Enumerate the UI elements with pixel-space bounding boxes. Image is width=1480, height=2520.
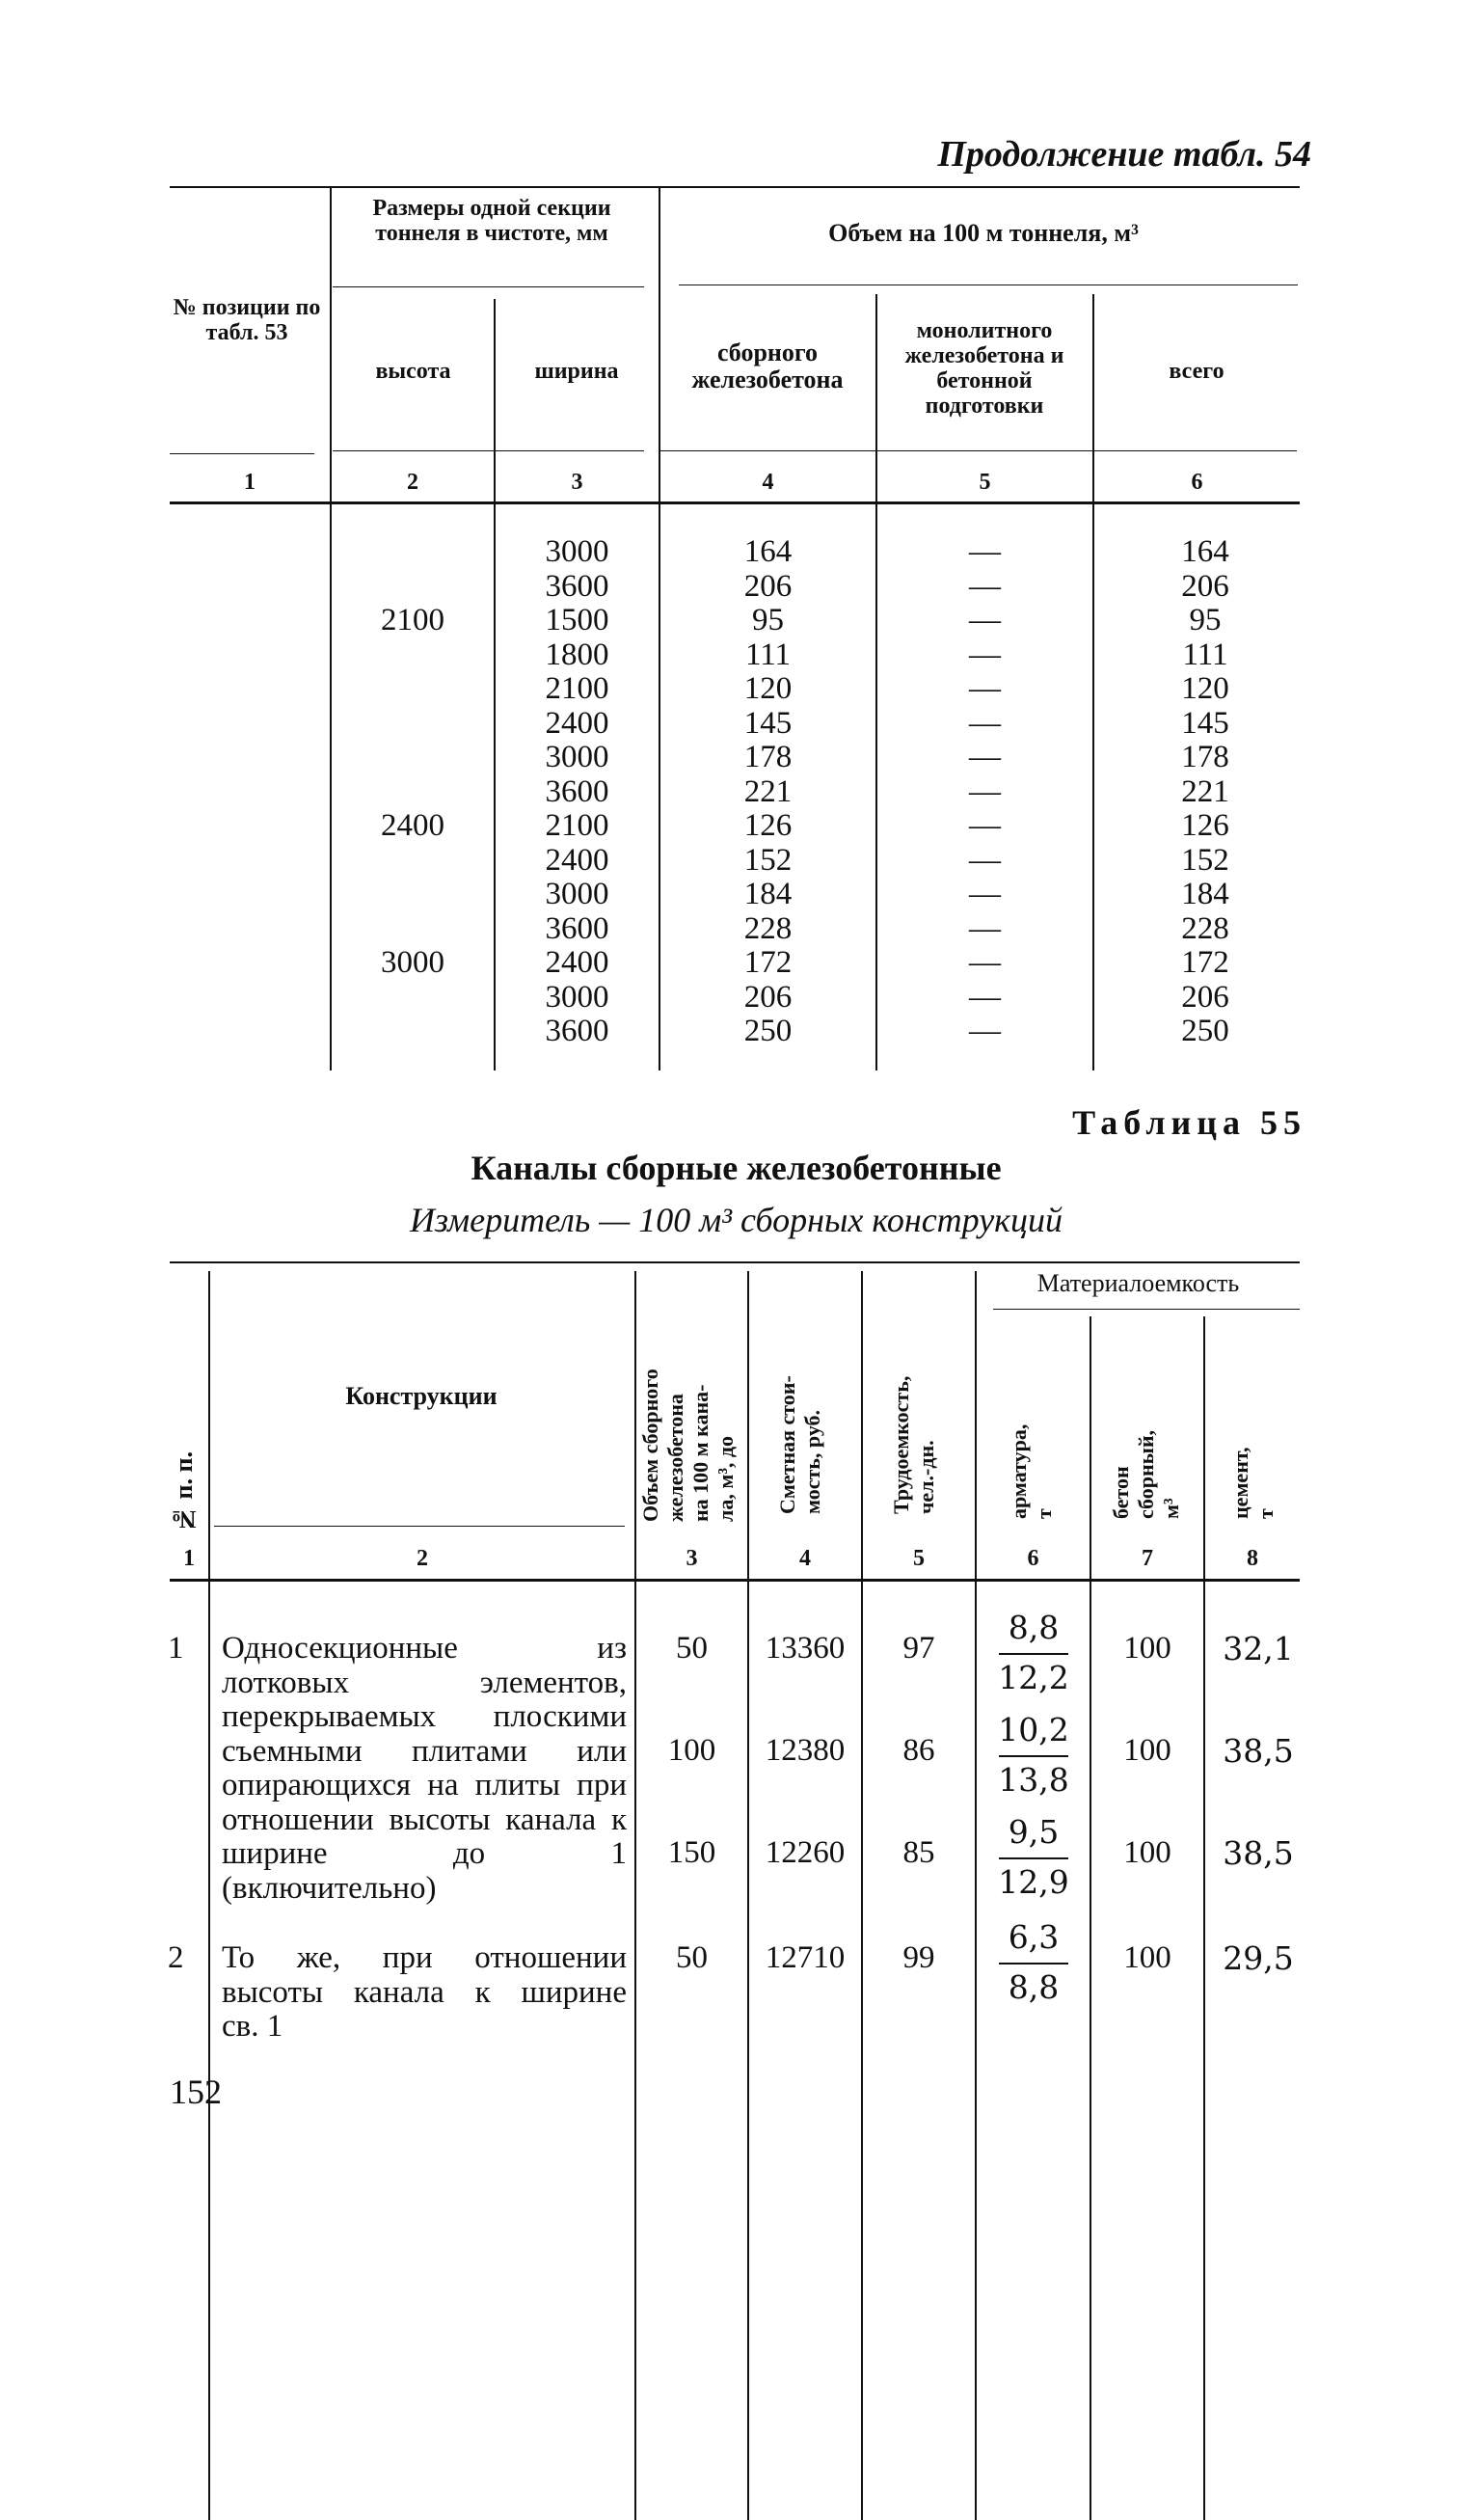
precast-cell: 206 (743, 979, 793, 1015)
width-cell: 2400 (545, 945, 609, 980)
cost-header: Сметная стои- мость, руб. (775, 1375, 824, 1514)
width-cell: 3600 (545, 568, 609, 604)
precast-cell: 95 (752, 603, 784, 637)
volume-header: Объем сборного железобетона на 100 м кана- ла, м³, до (638, 1368, 738, 1522)
volume-cell: 100 (667, 1733, 716, 1768)
precast-cell: 228 (743, 910, 793, 946)
height-cell: 2400 (381, 808, 444, 843)
concrete-header: бетон сборный, м³ (1109, 1429, 1183, 1519)
width-cell: 2100 (545, 808, 609, 843)
labor-cell: 97 (902, 1631, 935, 1666)
table-55-title: Каналы сборные железобетонные (471, 1149, 1002, 1187)
rebar-numerator: 6,3 (1008, 1918, 1060, 1956)
width-cell: 1800 (545, 637, 609, 672)
monolithic-cell: — (969, 979, 1001, 1015)
total-cell: 120 (1181, 671, 1229, 706)
monolithic-cell: — (969, 910, 1001, 946)
total-cell: 95 (1189, 603, 1222, 637)
t55-colnum-1: 1 (183, 1546, 195, 1571)
colnum-6: 6 (1191, 470, 1203, 495)
page-number: 152 (170, 2073, 222, 2111)
monolithic-cell: — (969, 568, 1001, 604)
rebar-fraction (995, 1707, 1072, 1803)
cement-cell: 32,1 (1223, 1630, 1294, 1667)
width-cell: 2100 (545, 671, 609, 706)
cost-cell: 13360 (765, 1631, 846, 1666)
colnum-4: 4 (762, 470, 774, 495)
t55-colnum-4: 4 (799, 1546, 811, 1571)
cost-cell: 12260 (765, 1835, 846, 1870)
precast-cell: 164 (743, 534, 793, 569)
width-header: ширина (534, 359, 619, 384)
precast-cell: 111 (744, 637, 792, 672)
monolithic-cell: — (969, 671, 1001, 706)
row2-num: 2 (168, 1940, 184, 1975)
t55-colnum-5: 5 (913, 1546, 925, 1571)
total-header: всего (1169, 359, 1224, 384)
volume-cell: 50 (676, 1940, 708, 1975)
precast-header: сборного железобетона (691, 339, 844, 393)
monolithic-cell: — (969, 773, 1001, 809)
labor-header: Трудоемкость, чел.-дн. (889, 1375, 938, 1514)
row1-description: Односекционные из лотковых элементов, перекрываемых плоскими съемными плитами или опирающихся на плиты при отношении высоты канала к ширине до 1 (включительно) (222, 1631, 627, 1906)
volume-group-header: Объем на 100 м тоннеля, м³ (828, 219, 1139, 247)
precast-cell: 178 (743, 740, 793, 774)
total-cell: 111 (1182, 637, 1228, 672)
rebar-denominator: 8,8 (1008, 1968, 1060, 2006)
width-cell: 3600 (545, 910, 609, 946)
total-cell: 172 (1181, 945, 1229, 980)
row2-description: То же, при отношении высоты канала к ширине св. 1 (222, 1940, 627, 2044)
t55-colnum-2: 2 (417, 1546, 428, 1571)
precast-cell: 120 (743, 671, 793, 706)
total-cell: 206 (1181, 568, 1229, 604)
t55-colnum-6: 6 (1027, 1546, 1039, 1571)
cost-cell: 12380 (765, 1733, 846, 1768)
num-header: № п. п. (170, 1451, 198, 1533)
width-cell: 2400 (545, 842, 609, 878)
precast-cell: 184 (743, 877, 793, 911)
rebar-numerator: 10,2 (998, 1711, 1069, 1748)
colnum-5: 5 (979, 470, 991, 495)
cement-cell: 38,5 (1223, 1834, 1294, 1872)
cement-header: цемент, т (1228, 1447, 1278, 1519)
total-cell: 152 (1181, 842, 1229, 878)
precast-cell: 206 (743, 568, 793, 604)
volume-cell: 50 (676, 1631, 708, 1666)
monolithic-cell: — (969, 808, 1001, 843)
rebar-header: арматура, т (1007, 1423, 1056, 1519)
t55-colnum-7: 7 (1142, 1546, 1153, 1571)
width-cell: 3600 (545, 1014, 609, 1048)
rebar-denominator: 13,8 (998, 1761, 1069, 1799)
monolithic-cell: — (969, 740, 1001, 774)
monolithic-cell: — (969, 842, 1001, 878)
precast-cell: 126 (743, 808, 793, 843)
width-cell: 3000 (545, 740, 609, 774)
precast-cell: 172 (743, 945, 793, 980)
materials-header: Материалоемкость (1036, 1269, 1240, 1297)
width-cell: 3000 (545, 979, 609, 1015)
table-55-label: Таблица 55 (1072, 1103, 1306, 1142)
continuation-label: Продолжение табл. 54 (937, 134, 1311, 175)
rebar-fraction (995, 1809, 1072, 1906)
monolithic-cell: — (969, 534, 1001, 569)
monolithic-cell: — (969, 637, 1001, 672)
height-cell: 2100 (381, 603, 444, 637)
width-cell: 3000 (545, 534, 609, 569)
total-column (1094, 535, 1316, 1049)
labor-cell: 86 (902, 1733, 935, 1768)
height-header: высота (375, 359, 451, 384)
rebar-fraction (995, 1914, 1072, 2011)
cement-cell: 38,5 (1223, 1732, 1294, 1770)
total-cell: 184 (1181, 877, 1229, 911)
table-55-subtitle: Измеритель — 100 м³ сборных конструкций (409, 1201, 1063, 1239)
rebar-fraction (995, 1605, 1072, 1701)
precast-column (660, 535, 875, 1049)
monolithic-cell: — (969, 945, 1001, 980)
t55-colnum-8: 8 (1247, 1546, 1258, 1571)
total-cell: 178 (1181, 740, 1229, 774)
precast-cell: 250 (743, 1014, 793, 1048)
col-position-header: № позиции по табл. 53 (173, 295, 321, 345)
total-cell: 206 (1181, 979, 1229, 1015)
width-cell: 3600 (545, 773, 609, 809)
total-cell: 145 (1181, 705, 1229, 741)
width-cell: 2400 (545, 705, 609, 741)
concrete-cell: 100 (1123, 1631, 1171, 1666)
colnum-1: 1 (244, 470, 256, 495)
rebar-denominator: 12,2 (998, 1659, 1069, 1696)
monolithic-cell: — (969, 877, 1001, 911)
monolithic-cell: — (969, 1014, 1001, 1048)
height-cell: 3000 (381, 945, 444, 980)
colnum-3: 3 (571, 470, 583, 495)
total-cell: 221 (1181, 773, 1229, 809)
colnum-2: 2 (407, 470, 418, 495)
total-cell: 164 (1181, 534, 1229, 569)
monolithic-column (877, 535, 1092, 1049)
construction-header: Конструкции (345, 1382, 498, 1410)
concrete-cell: 100 (1123, 1835, 1171, 1870)
total-cell: 228 (1181, 910, 1229, 946)
monolithic-header: монолитного железобетона и бетонной подготовки (904, 318, 1064, 419)
rebar-numerator: 8,8 (1008, 1609, 1060, 1646)
precast-cell: 152 (743, 842, 793, 878)
rebar-denominator: 12,9 (998, 1863, 1069, 1901)
monolithic-cell: — (969, 705, 1001, 741)
cement-cell: 29,5 (1223, 1939, 1294, 1977)
labor-cell: 85 (902, 1835, 935, 1870)
volume-cell: 150 (667, 1835, 716, 1870)
total-cell: 250 (1181, 1014, 1229, 1048)
monolithic-cell: — (969, 603, 1001, 637)
width-column (496, 535, 659, 1049)
cost-cell: 12710 (765, 1940, 846, 1975)
width-cell: 3000 (545, 877, 609, 911)
concrete-cell: 100 (1123, 1733, 1171, 1768)
width-cell: 1500 (545, 603, 609, 637)
precast-cell: 221 (743, 773, 793, 809)
concrete-cell: 100 (1123, 1940, 1171, 1975)
rebar-numerator: 9,5 (1008, 1813, 1060, 1851)
total-cell: 126 (1181, 808, 1229, 843)
t55-colnum-3: 3 (686, 1546, 698, 1571)
labor-cell: 99 (902, 1940, 935, 1975)
row1-num: 1 (168, 1631, 184, 1666)
size-group-header: Размеры одной секции тоннеля в чистоте, мм (372, 196, 611, 246)
precast-cell: 145 (743, 705, 793, 741)
